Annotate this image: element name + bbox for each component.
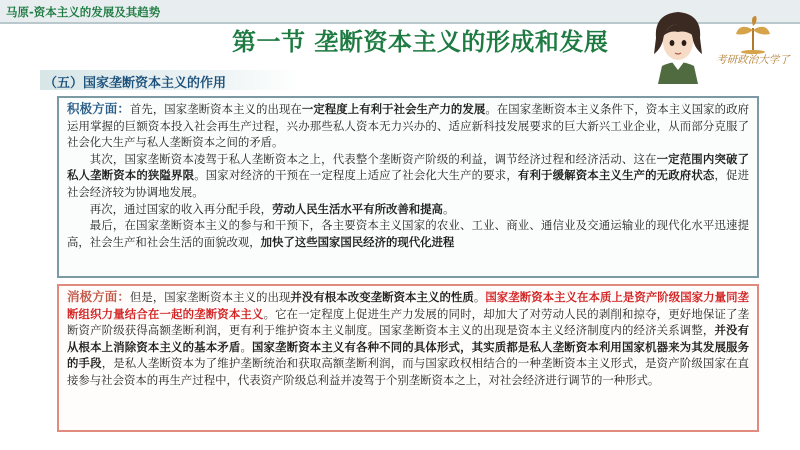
negative-paragraph: 消极方面：但是，国家垄断资本主义的出现并没有根本改变垄断资本主义的性质。国家垄断资本主义在本质上是资产阶级国家力量同垄断组织力量结合在一起的垄断资本主义。它在一定程度上促进生产力发展的同时，却加大了对劳动人民的剥削和掠夺，更好地保证了垄断资产阶级获得高额垄断利润，更有利于维护资本主义制度。国家垄断资本主义的出现是资本主义经济制度内的经济关系调整，并没有从根本上消除资本主义的基本矛盾。国家垄断资本主义有各种不同的具体形式，其实质都是私人垄断资本利用国家机器来为其发展服务的手段，是私人垄断资本为了维护垄断统治和获取高额垄断利润，而与国家政权相结合的一种垄断资本主义形式，是资产阶级国家在直接参与社会资本的再生产过程中，代表资产阶级总利益并凌驾于个别垄断资本之上，对社会经济进行调节的一种形式。 <box>67 289 749 387</box>
negative-aspects-box <box>57 284 759 432</box>
slide-title: 第一节 垄断资本主义的形成和发展 <box>232 28 609 56</box>
section-heading: （五）国家垄断资本主义的作用 <box>44 76 227 91</box>
positive-aspects-box <box>57 96 759 278</box>
positive-paragraph-1: 积极方面：首先，国家垄断资本主义的出现在一定程度上有利于社会生产力的发展。在国家垄断资本主义条件下，资本主义国家的政府运用掌握的巨额资本投入社会再生产过程，兴办那些私人资本无力兴办的、适应新科技发展要求的巨大新兴工业企业，从而部分克服了社会化大生产与私人垄断资本之间的矛盾。 <box>67 101 749 150</box>
logo-text: 考研政治大学了 <box>716 54 790 66</box>
positive-paragraph-3: 再次，通过国家的收入再分配手段，劳动人民生活水平有所改善和提高。 <box>89 201 455 216</box>
brand-logo <box>710 14 796 74</box>
positive-paragraph-4: 最后，在国家垄断资本主义的参与和干预下，各主要资本主义国家的农业、工业、商业、通信业及交通运输业的现代化水平迅速提高，社会生产和社会生活的面貌改观，加快了这些国家国民经济的现代化进程 <box>67 218 749 249</box>
leaf-logo-icon <box>710 14 796 54</box>
positive-label: 积极方面 <box>67 101 118 116</box>
positive-paragraph-2: 其次，国家垄断资本凌驾于私人垄断资本之上，代表整个垄断资产阶级的利益，调节经济过程和经济活动、这在一定范围内突破了私人垄断资本的狭隘界限。国家对经济的干预在一定程度上适应了社会化大生产的要求，有利于缓解资本主义生产的无政府状态，促进社会经济较为协调地发展。 <box>67 151 749 199</box>
avatar-illustration <box>648 8 708 84</box>
course-label: 马原-资本主义的发展及其趋势 <box>6 5 161 19</box>
negative-label: 消极方面 <box>67 289 118 304</box>
